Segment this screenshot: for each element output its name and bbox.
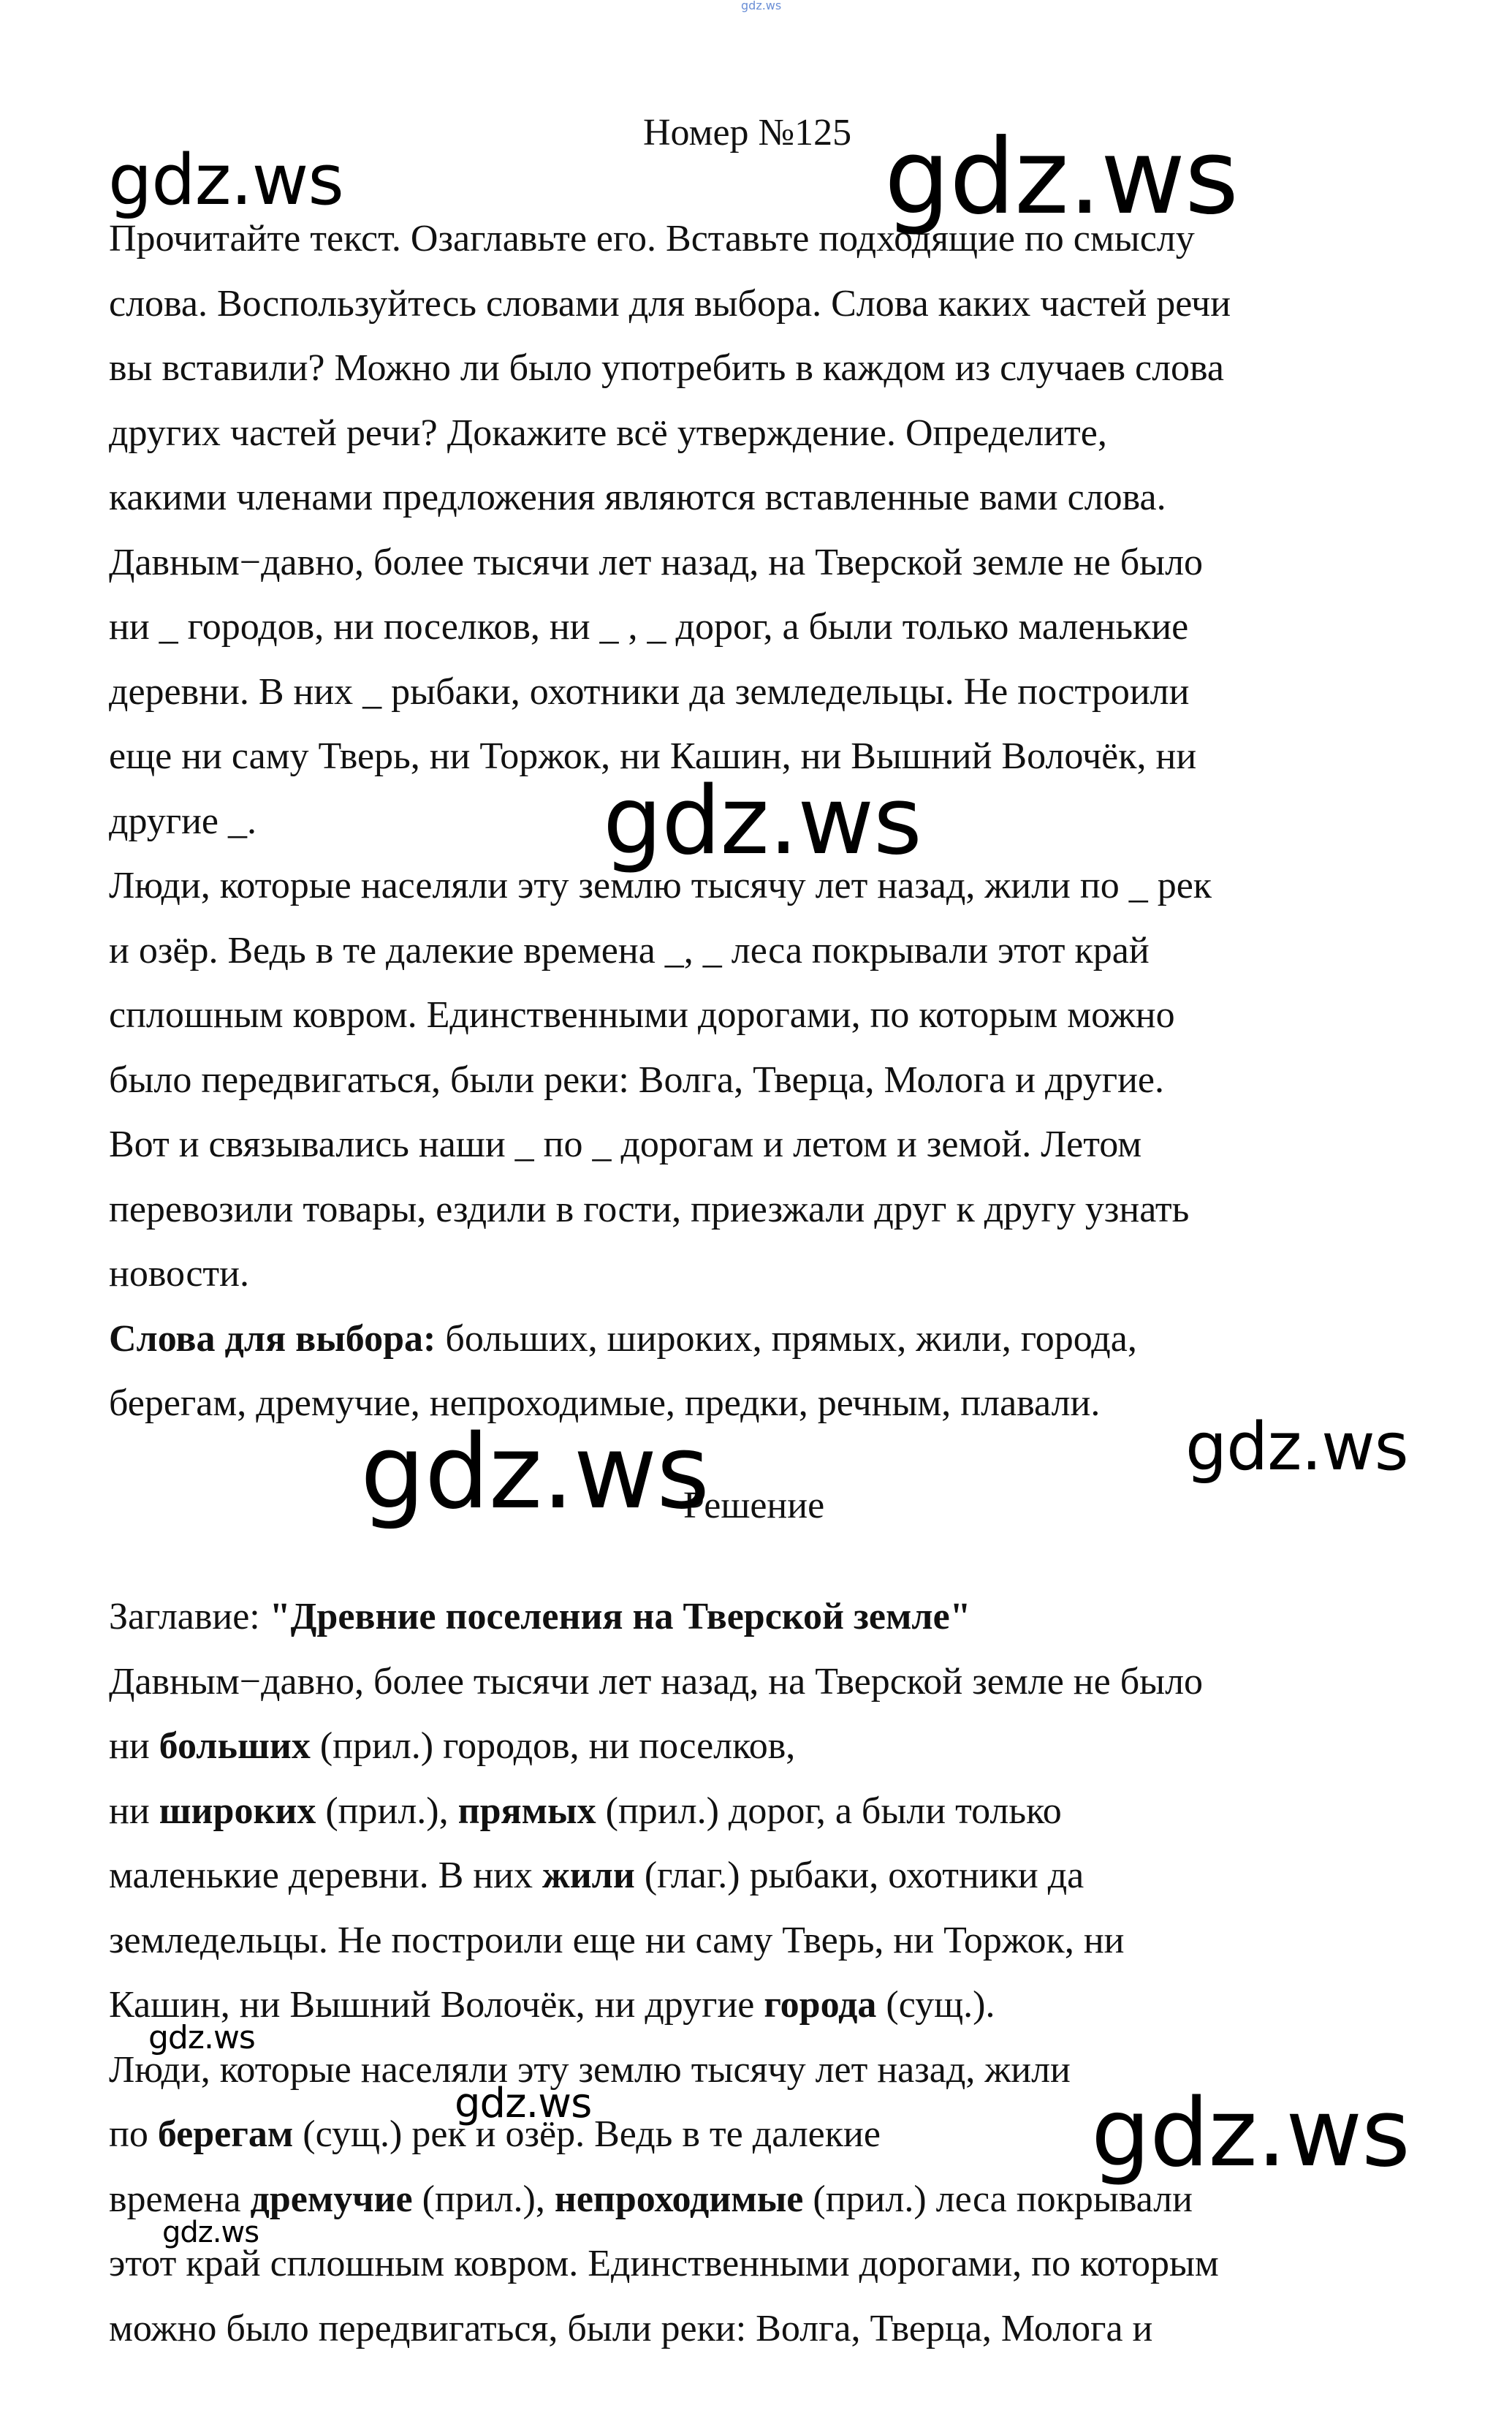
- text: (прил.) леса покрывали: [803, 2178, 1193, 2220]
- text: времена: [109, 2178, 251, 2220]
- answer-word: жили: [542, 1855, 635, 1896]
- words-line: [109, 1307, 1483, 1372]
- text: (прил.),: [316, 1790, 458, 1832]
- instruction-line: какими членами предложения являются вставленные вами слова.: [109, 477, 1166, 518]
- answer-word: прямых: [457, 1790, 596, 1832]
- answer-word: больших: [159, 1725, 311, 1767]
- answer-word: непроходимые: [554, 2178, 804, 2220]
- paragraph1-line: ни _ городов, ни поселков, ни _ , _ дорог, а были только маленькие: [109, 606, 1189, 648]
- paragraph1-line: еще ни саму Тверь, ни Торжок, ни Кашин, ни Вышний Волочёк, ни: [109, 735, 1197, 777]
- paragraph1-line: Давным−давно, более тысячи лет назад, на Тверской земле не было: [109, 541, 1204, 583]
- watermark: gdz.ws: [455, 2080, 592, 2127]
- watermark: gdz.ws: [108, 140, 343, 221]
- paragraph2-line: Люди, которые населяли эту землю тысячу лет назад, жили по _ рек: [109, 865, 1212, 906]
- paragraph2-line: новости.: [109, 1253, 249, 1295]
- solution-line: [109, 1714, 1483, 1779]
- solution-line: можно было передвигаться, были реки: Волга, Тверца, Молога и: [109, 2307, 1153, 2349]
- text: ни: [109, 1725, 159, 1767]
- text: по: [109, 2113, 158, 2155]
- instruction-line: вы вставили? Можно ли было употребить в каждом из случаев слова: [109, 347, 1224, 389]
- answer-word: широких: [159, 1790, 316, 1832]
- page-title: Номер №125: [643, 112, 852, 154]
- paragraph2-line: сплошным ковром. Единственными дорогами, по которым можно: [109, 994, 1175, 1036]
- solution-line: Люди, которые населяли эту землю тысячу лет назад, жили: [109, 2048, 1071, 2091]
- watermark: gdz.ws: [148, 2019, 255, 2056]
- instruction-line: слова. Воспользуйтесь словами для выбора. Слова каких частей речи: [109, 282, 1231, 325]
- answer-word: берегам: [157, 2113, 294, 2155]
- solution-title-label: Заглавие:: [109, 1596, 270, 1637]
- watermark: gdz.ws: [884, 117, 1239, 238]
- text: ни: [109, 1790, 159, 1832]
- text: маленькие деревни. В них: [109, 1855, 542, 1896]
- watermark: gdz.ws: [603, 767, 922, 876]
- text: (сущ.).: [876, 1984, 995, 2026]
- text: (глаг.) рыбаки, охотники да: [634, 1855, 1084, 1896]
- text: (прил.) дорог, а были только: [596, 1790, 1062, 1832]
- text: (прил.),: [412, 2178, 555, 2220]
- text: (сущ.) рек и озёр. Ведь в те далекие: [293, 2113, 881, 2155]
- paragraph2-line: Вот и связывались наши _ по _ дорогам и летом и земой. Летом: [109, 1124, 1142, 1165]
- solution-text: [109, 1585, 1483, 2361]
- instruction-line: других частей речи? Докажите всё утверждение. Определите,: [109, 412, 1107, 454]
- watermark-top: gdz.ws: [741, 0, 782, 12]
- watermark: gdz.ws: [162, 2216, 259, 2249]
- paragraph2-line: было передвигаться, были реки: Волга, Тверца, Молога и другие.: [109, 1059, 1164, 1101]
- answer-word: города: [764, 1984, 877, 2026]
- words-list: больших, широких, прямых, жили, города,: [436, 1317, 1137, 1360]
- solution-line: [109, 1973, 1483, 2038]
- solution-label: Решение: [683, 1485, 825, 1526]
- watermark: gdz.ws: [1091, 2079, 1410, 2188]
- words-label: Слова для выбора:: [109, 1317, 436, 1360]
- paragraph1-line: деревни. В них _ рыбаки, охотники да земледельцы. Не построили: [109, 670, 1190, 713]
- watermark: gdz.ws: [360, 1413, 710, 1532]
- paragraph1-line: другие _.: [109, 800, 257, 842]
- text: Кашин, ни Вышний Волочёк, ни другие: [109, 1984, 764, 2026]
- text: (прил.) городов, ни поселков,: [310, 1725, 796, 1767]
- instruction-line: Прочитайте текст. Озаглавьте его. Вставьте подходящие по смыслу: [109, 218, 1195, 260]
- solution-line: Давным−давно, более тысячи лет назад, на Тверской земле не было: [109, 1660, 1204, 1703]
- watermark: gdz.ws: [1185, 1409, 1408, 1485]
- solution-title-value: "Древние поселения на Тверской земле": [269, 1596, 971, 1637]
- solution-line: [109, 1844, 1483, 1909]
- solution-line: этот край сплошным ковром. Единственными дорогами, по которым: [109, 2243, 1219, 2284]
- solution-line: земледельцы. Не построили еще ни саму Тверь, ни Торжок, ни: [109, 1919, 1125, 1961]
- words-line: берегам, дремучие, непроходимые, предки, речным, плавали.: [109, 1382, 1101, 1424]
- solution-title-line: [109, 1585, 1483, 1650]
- solution-line: [109, 1779, 1483, 1844]
- paragraph2-line: и озёр. Ведь в те далекие времена _, _ леса покрывали этот край: [109, 929, 1150, 972]
- answer-word: дремучие: [250, 2178, 413, 2220]
- paragraph2-line: перевозили товары, ездили в гости, приезжали друг к другу узнать: [109, 1188, 1190, 1230]
